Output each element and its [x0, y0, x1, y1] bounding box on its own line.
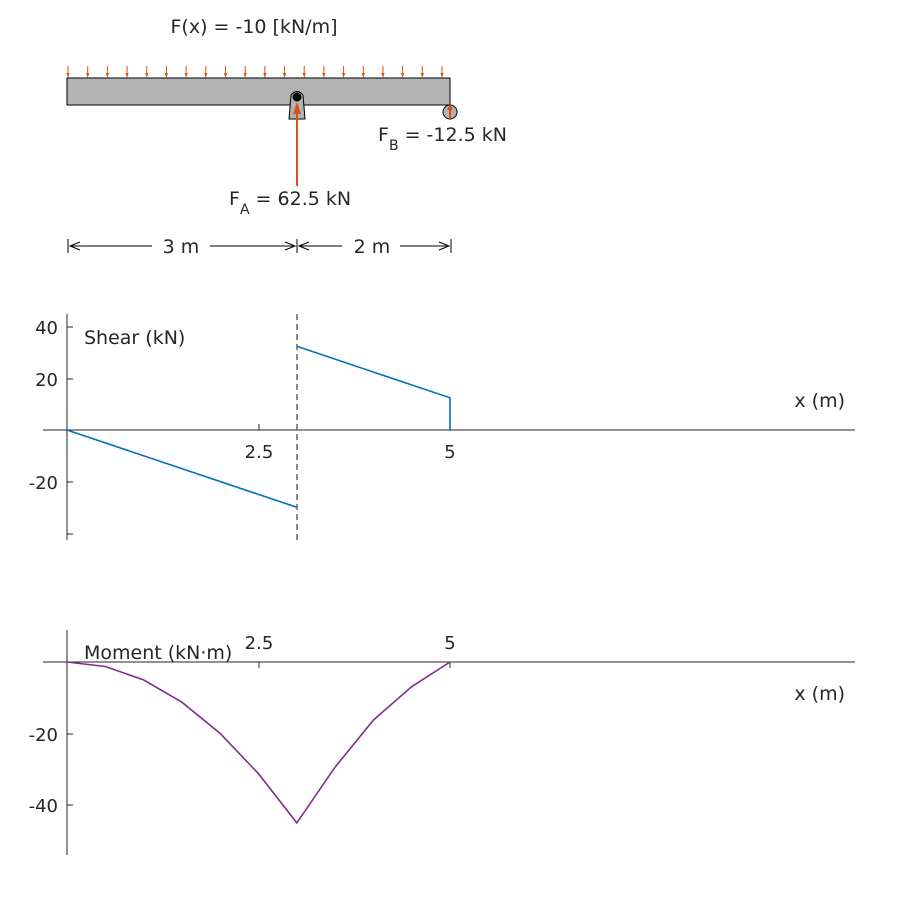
load-arrow [362, 66, 365, 78]
load-arrow [86, 66, 89, 78]
moment-x-axis-label: x (m) [794, 683, 845, 705]
load-arrow [381, 66, 384, 78]
load-arrow [421, 66, 424, 78]
moment-series-line-1 [67, 662, 450, 823]
moment-series [67, 662, 450, 823]
load-arrow [322, 66, 325, 78]
shear-y-tick-label: 40 [35, 318, 58, 339]
load-arrow [440, 66, 443, 78]
dimension-lines [68, 239, 451, 253]
beam-schematic [66, 16, 507, 258]
load-arrow [342, 66, 345, 78]
distributed-load-arrows [66, 66, 443, 78]
load-arrow [106, 66, 109, 78]
load-arrow [204, 66, 207, 78]
load-arrow [165, 66, 168, 78]
moment-chart-title: Moment (kN·m) [84, 642, 233, 664]
moment-tick-marks [67, 662, 450, 805]
load-arrow [145, 66, 148, 78]
load-arrow [244, 66, 247, 78]
dimension-label-1: 3 m [162, 236, 200, 258]
load-arrow [66, 66, 69, 78]
distributed-load-label: F(x) = -10 [kN/m] [170, 16, 338, 38]
shear-y-tick-label: -20 [28, 473, 58, 494]
shear-chart-title: Shear (kN) [84, 327, 186, 349]
shear-x-tick-label: 5 [444, 442, 456, 463]
load-arrow [303, 66, 306, 78]
shear-chart [29, 314, 855, 540]
roller-support-b [443, 104, 457, 120]
load-arrow [224, 66, 227, 78]
shear-x-tick-label: 2.5 [244, 442, 274, 463]
moment-x-tick-label: 2.5 [244, 633, 274, 654]
moment-x-tick-label: 5 [444, 633, 456, 654]
shear-y-tick-label: 20 [35, 370, 58, 391]
load-arrow [283, 66, 286, 78]
moment-y-tick-label: -20 [28, 725, 58, 746]
shear-x-axis-label: x (m) [794, 390, 845, 412]
load-arrow [185, 66, 188, 78]
beam-body [67, 78, 450, 105]
dimension-label-2: 2 m [353, 236, 391, 258]
load-arrow [263, 66, 266, 78]
load-arrow [125, 66, 128, 78]
reaction-a-label: $F_A = 62.5$ kN [229, 188, 352, 218]
load-arrow [401, 66, 404, 78]
moment-y-tick-label: -40 [28, 796, 58, 817]
reaction-b-label: $F_B = -12.5$ kN [378, 124, 507, 154]
moment-chart [29, 630, 855, 855]
shear-series-line-2 [297, 346, 450, 430]
